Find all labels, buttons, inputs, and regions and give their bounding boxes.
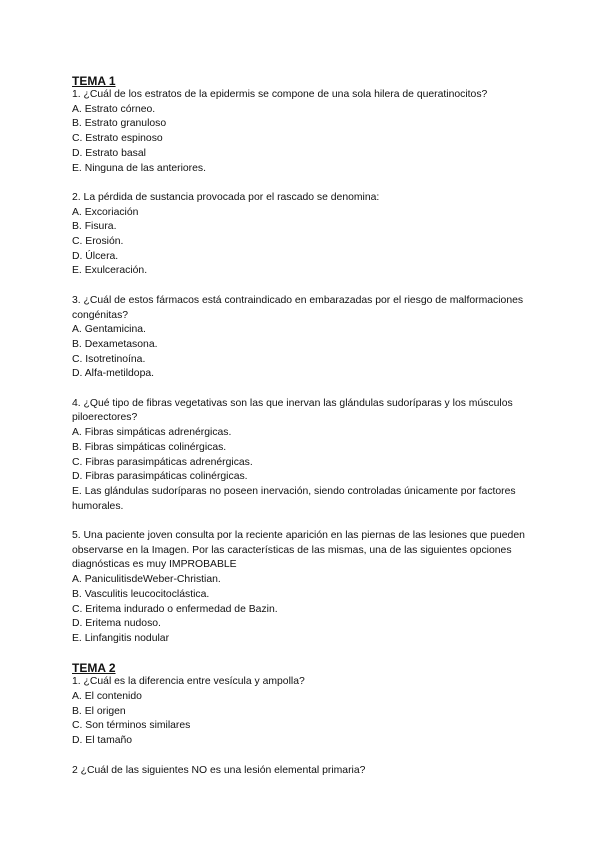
option: B. Vasculitis leucocitoclástica. bbox=[72, 588, 210, 600]
tema-1-title: TEMA 1 bbox=[72, 74, 116, 88]
option: A. Gentamicina. bbox=[72, 324, 146, 336]
question-text: 3. ¿Cuál de estos fármacos está contraindicado en embarazadas por el riesgo de malformaciones congénitas? bbox=[72, 294, 524, 321]
option: A. PaniculitisdeWeber-Christian. bbox=[72, 574, 221, 586]
option-list bbox=[72, 426, 528, 514]
option: D. Estrato basal bbox=[72, 147, 146, 159]
question-1-2 bbox=[72, 191, 528, 279]
option: D. Eritema nudoso. bbox=[72, 618, 161, 630]
question-text: 2 ¿Cuál de las siguientes NO es una lesión elemental primaria? bbox=[72, 764, 366, 776]
option: B. Fisura. bbox=[72, 221, 117, 233]
option: D. Fibras parasimpáticas colinérgicas. bbox=[72, 471, 248, 483]
question-text: 5. Una paciente joven consulta por la reciente aparición en las piernas de las lesiones que pueden observarse en la Imagen. Por las características de las mismas, una de las siguientes opciones diagnósticas es muy IMPROBABLE bbox=[72, 530, 525, 571]
option: E. Las glándulas sudoríparas no poseen inervación, siendo controladas únicamente por factores humorales. bbox=[72, 485, 516, 512]
option: C. Isotretinoína. bbox=[72, 353, 146, 365]
option: B. El origen bbox=[72, 705, 126, 717]
option: D. Alfa-metildopa. bbox=[72, 368, 155, 380]
option: B. Dexametasona. bbox=[72, 338, 158, 350]
question-text: 1. ¿Cuál es la diferencia entre vesícula y ampolla? bbox=[72, 676, 305, 688]
question-1-3 bbox=[72, 294, 528, 382]
option-list bbox=[72, 323, 528, 382]
document-content bbox=[72, 74, 528, 793]
tema-2-section bbox=[72, 661, 528, 778]
option: A. Estrato córneo. bbox=[72, 103, 156, 115]
question-2-2 bbox=[72, 764, 528, 779]
question-text: 1. ¿Cuál de los estratos de la epidermis se compone de una sola hilera de queratinocitos? bbox=[72, 89, 488, 100]
question-text: 4. ¿Qué tipo de fibras vegetativas son las que inervan las glándulas sudoríparas y los músculos piloerectores? bbox=[72, 397, 513, 424]
option: B. Estrato granuloso bbox=[72, 118, 167, 130]
question-2-1 bbox=[72, 675, 528, 749]
option: E. Ninguna de las anteriores. bbox=[72, 162, 207, 174]
option: D. Úlcera. bbox=[72, 250, 119, 262]
option-list bbox=[72, 103, 528, 177]
option: A. Fibras simpáticas adrenérgicas. bbox=[72, 427, 232, 439]
option: A. Excoriación bbox=[72, 206, 139, 218]
option-list bbox=[72, 206, 528, 280]
option: C. Estrato espinoso bbox=[72, 133, 163, 145]
option: C. Fibras parasimpáticas adrenérgicas. bbox=[72, 456, 253, 468]
question-1-5 bbox=[72, 529, 528, 647]
tema-2-title: TEMA 2 bbox=[72, 661, 116, 676]
question-1-1 bbox=[72, 88, 528, 176]
option-list bbox=[72, 573, 528, 647]
option: C. Eritema indurado o enfermedad de Bazin. bbox=[72, 603, 278, 615]
option: D. El tamaño bbox=[72, 735, 133, 747]
option: E. Exulceración. bbox=[72, 265, 148, 277]
option: B. Fibras simpáticas colinérgicas. bbox=[72, 441, 227, 453]
option-list bbox=[72, 690, 528, 749]
question-1-4 bbox=[72, 397, 528, 515]
option: A. El contenido bbox=[72, 691, 142, 703]
option: C. Son términos similares bbox=[72, 720, 191, 732]
tema-1-section bbox=[72, 74, 528, 647]
question-text: 2. La pérdida de sustancia provocada por el rascado se denomina: bbox=[72, 191, 380, 203]
option: C. Erosión. bbox=[72, 236, 124, 248]
option: E. Linfangitis nodular bbox=[72, 632, 170, 644]
